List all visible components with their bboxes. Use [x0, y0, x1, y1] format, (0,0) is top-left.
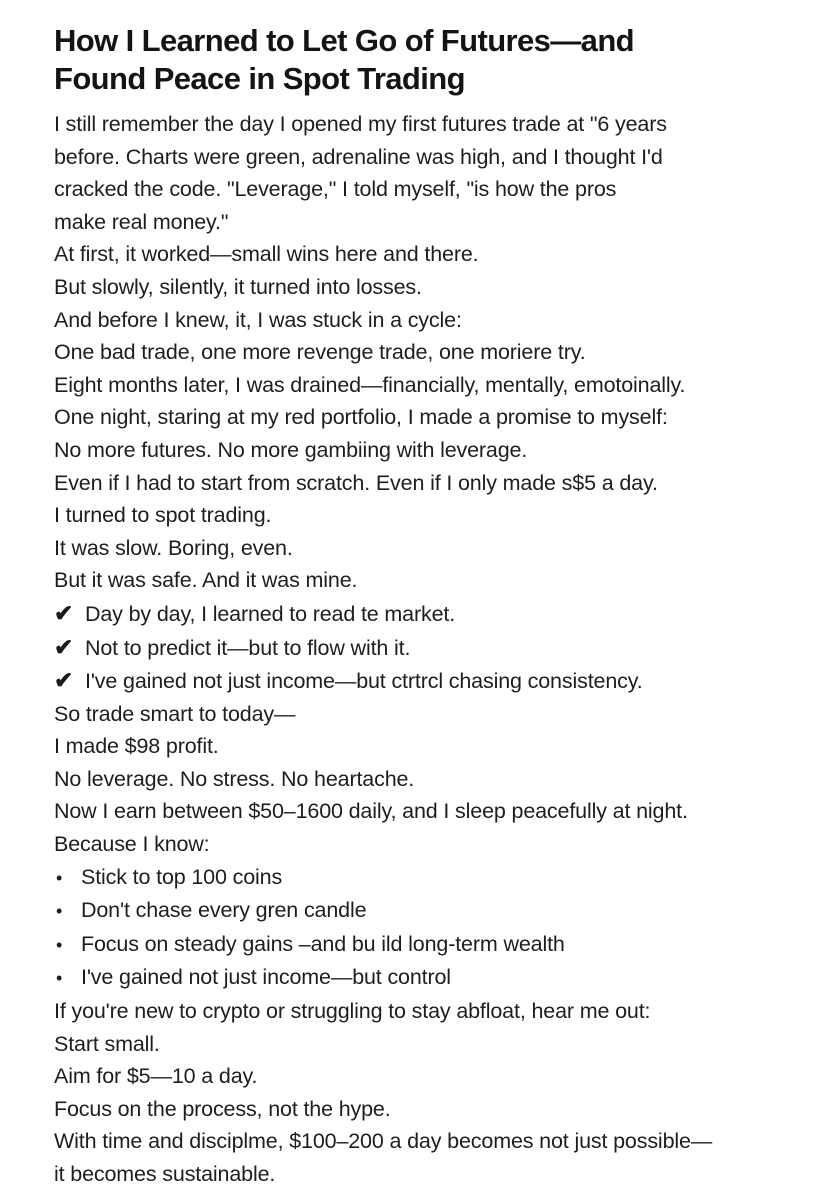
- checklist-item-text: I've gained not just income—but ctrtrcl chasing consistency.: [85, 669, 643, 694]
- checklist-item-text: Not to predict it—but to flow with it.: [85, 635, 411, 660]
- text-line: It was slow. Boring, even.: [54, 535, 293, 560]
- text-line: But it was safe. And it was mine.: [54, 568, 358, 593]
- text-line: make real money.": [54, 209, 229, 234]
- bullet-icon: •: [56, 901, 63, 922]
- title-line-1: How I Learned to Let Go of Futures—and: [54, 23, 634, 58]
- text-line: And before I knew, it, I was stuck in a cycle:: [54, 307, 462, 332]
- bullet-item-text: Don't chase every gren candle: [81, 898, 367, 923]
- text-line: I made $98 profit.: [54, 734, 219, 759]
- text-line: At first, it worked—small wins here and there.: [54, 242, 479, 267]
- middle-paragraph: [54, 698, 824, 861]
- bullet-item-text: Focus on steady gains –and bu ild long-term wealth: [81, 931, 565, 956]
- text-line: No more futures. No more gambiing with leverage.: [54, 437, 528, 462]
- article-title: [54, 22, 824, 98]
- bullet-icon: •: [56, 867, 63, 888]
- checklist-item: [54, 597, 824, 631]
- text-line: Now I earn between $50–1600 daily, and I sleep peacefully at night.: [54, 799, 688, 824]
- text-line: One night, staring at my red portfolio, I made a promise to myself:: [54, 405, 668, 430]
- text-line: I still remember the day I opened my first futures trade at "6 years: [54, 112, 667, 136]
- check-icon: ✔: [54, 667, 74, 694]
- check-icon: ✔: [54, 599, 74, 626]
- bullet-item: [54, 894, 824, 928]
- text-line: No leverage. No stress. No heartache.: [54, 766, 415, 791]
- article-body: [54, 108, 824, 1191]
- text-line: cracked the code. "Leverage," I told myself, "is how the pros: [54, 177, 617, 202]
- checklist-item: [54, 631, 824, 665]
- text-line: Aim for $5—10 a day.: [54, 1064, 258, 1089]
- text-line: Focus on the process, not the hype.: [54, 1096, 391, 1121]
- text-line: I turned to spot trading.: [54, 503, 272, 528]
- bullet-list: [54, 861, 824, 995]
- text-line: One bad trade, one more revenge trade, one moriere try.: [54, 340, 586, 365]
- text-line: If you're new to crypto or struggling to stay abfloat, hear me out:: [54, 999, 651, 1024]
- text-line: Even if I had to start from scratch. Even if I only made s$5 a day.: [54, 470, 658, 495]
- article: [54, 22, 824, 1191]
- text-line: Start small.: [54, 1031, 160, 1056]
- check-icon: ✔: [54, 633, 74, 660]
- text-line: it becomes sustainable.: [54, 1162, 276, 1186]
- checklist: [54, 597, 824, 698]
- bullet-item: [54, 861, 824, 895]
- bullet-item: [54, 928, 824, 962]
- bullet-item: [54, 961, 824, 995]
- checklist-item-text: Day by day, I learned to read te market.: [85, 601, 456, 626]
- text-line: Eight months later, I was drained—financially, mentally, emotoinally.: [54, 372, 686, 397]
- bullet-icon: •: [56, 968, 63, 989]
- checklist-item: [54, 664, 824, 698]
- bullet-icon: •: [56, 934, 63, 955]
- closing-paragraph: [54, 995, 824, 1191]
- text-line: With time and disciplme, $100–200 a day becomes not just possible—: [54, 1129, 713, 1154]
- text-line: before. Charts were green, adrenaline was high, and I thought I'd: [54, 144, 663, 169]
- text-line: Because I know:: [54, 832, 210, 857]
- text-line: So trade smart to today—: [54, 701, 296, 726]
- text-line: But slowly, silently, it turned into losses.: [54, 274, 422, 299]
- intro-paragraph: [54, 108, 824, 597]
- title-line-2: Found Peace in Spot Trading: [54, 61, 465, 96]
- bullet-item-text: I've gained not just income—but control: [81, 965, 451, 990]
- bullet-item-text: Stick to top 100 coins: [81, 864, 283, 889]
